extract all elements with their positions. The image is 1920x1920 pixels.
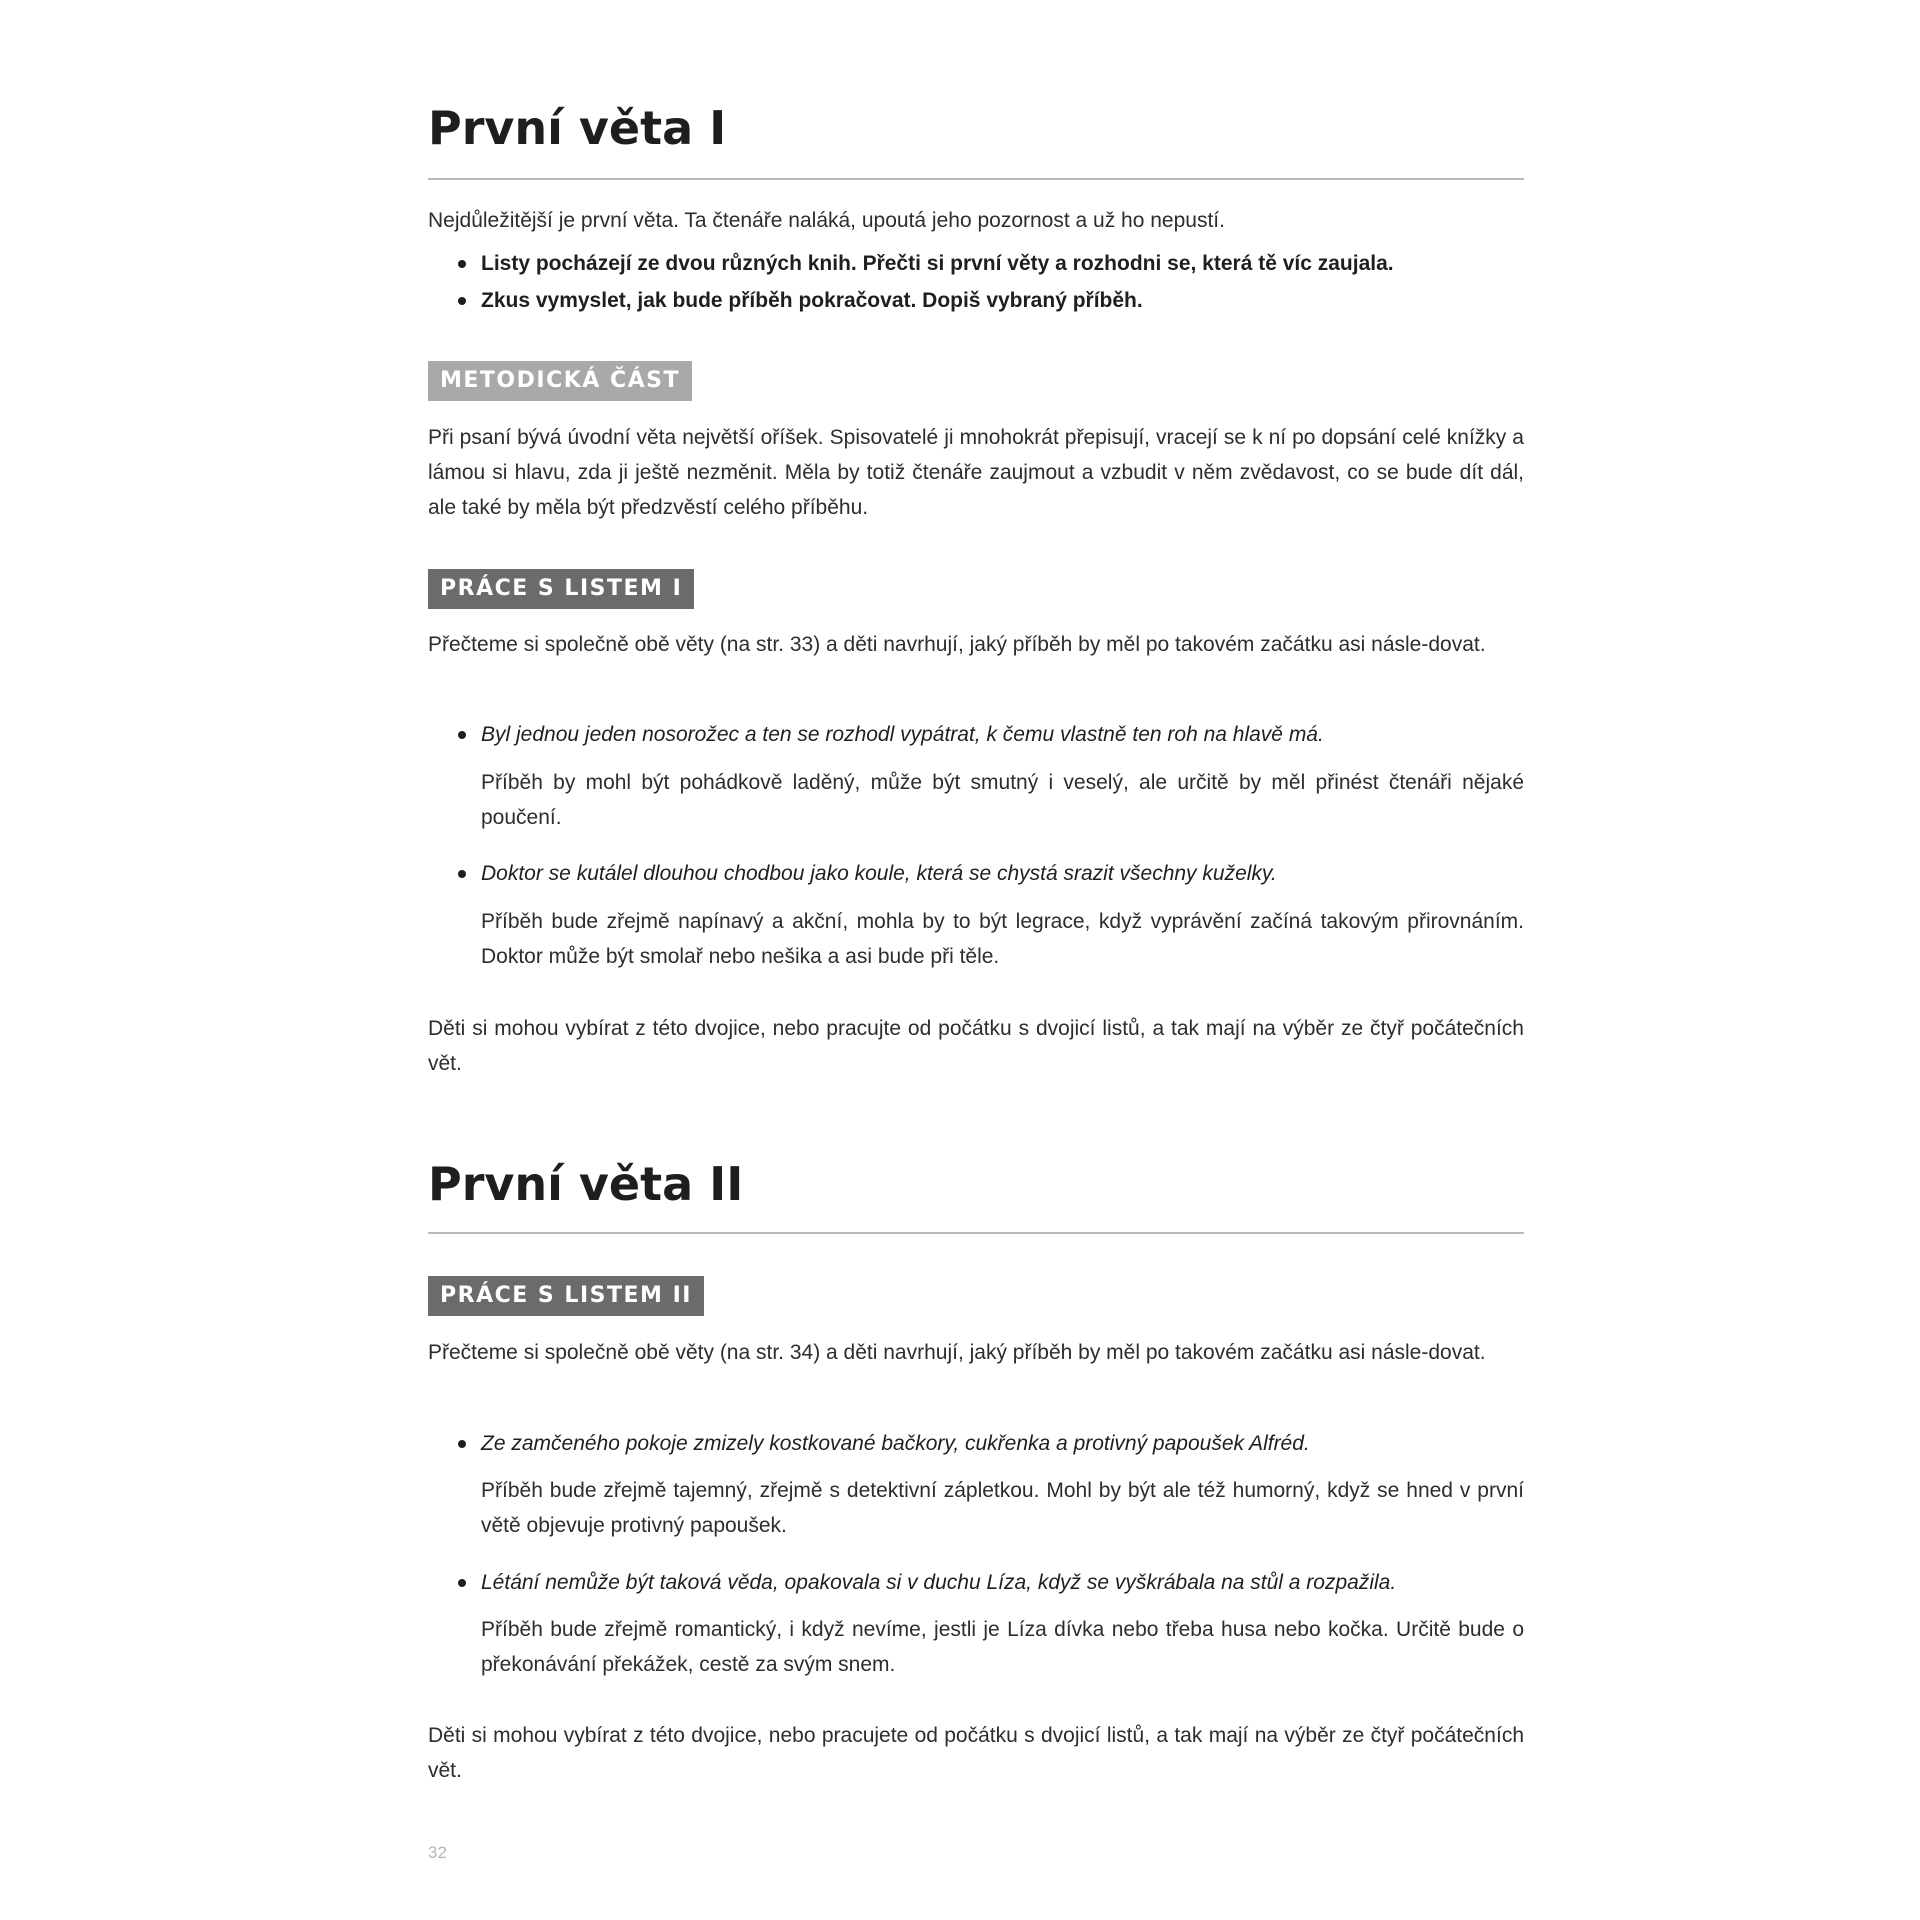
example-comment: Příběh bude zřejmě romantický, i když nevíme, jestli je Líza dívka nebo třeba husa nebo kočka. Určitě bude o překonávání překážek, cestě za svým snem. (481, 1618, 1524, 1676)
bullet-icon (458, 1579, 466, 1587)
section-2-title: První věta II (428, 1157, 744, 1211)
bullet-icon (458, 1440, 466, 1448)
example-sentence-item (428, 1564, 1524, 1601)
example-sentence-text: Doktor se kutálel dlouhou chodbou jako koule, která se chystá srazit všechny kuželky. (481, 862, 1277, 885)
section-2-title-rule (428, 1232, 1524, 1234)
task-item (428, 282, 1524, 319)
example-sentence-text: Ze zamčeného pokoje zmizely kostkované bačkory, cukřenka a protivný papoušek Alfréd. (481, 1432, 1310, 1455)
example-sentence-item (428, 716, 1524, 753)
task-text: Zkus vymyslet, jak bude příběh pokračovat. Dopiš vybraný příběh. (481, 289, 1143, 312)
task-item (428, 245, 1524, 282)
example-sentence (428, 855, 1524, 892)
bullet-icon (458, 297, 466, 305)
example-sentence-text: Byl jednou jeden nosorožec a ten se rozhodl vypátrat, k čemu vlastně ten roh na hlavě má. (481, 723, 1324, 746)
example-sentence-text: Létání nemůže být taková věda, opakovala si v duchu Líza, když se vyškrábala na stůl a rozpažila. (481, 1571, 1397, 1594)
work-sheet-2-label: PRÁCE S LISTEM II (428, 1276, 704, 1316)
example-comment: Příběh bude zřejmě napínavý a akční, mohla by to být legrace, když vyprávění začíná takovým přirovnáním. Doktor může být smolař nebo nešika a asi bude při těle. (481, 910, 1524, 968)
section-1-title: První věta I (428, 101, 727, 155)
work-sheet-1-label: PRÁCE S LISTEM I (428, 569, 694, 609)
section-1-title-rule (428, 178, 1524, 180)
example-sentence (428, 1564, 1524, 1601)
work-sheet-1-intro: Přečteme si společně obě věty (na str. 33) a děti navrhují, jaký příběh by měl po takovém začátku asi násle-dovat. (428, 633, 1486, 656)
document-page (428, 0, 1524, 1920)
example-sentence (428, 1425, 1524, 1462)
bullet-icon (458, 731, 466, 739)
bullet-icon (458, 870, 466, 878)
work-sheet-2-intro: Přečteme si společně obě věty (na str. 34) a děti navrhují, jaký příběh by měl po takovém začátku asi násle-dovat. (428, 1341, 1486, 1364)
method-section-label: METODICKÁ ČÁST (428, 361, 692, 401)
section-1-intro: Nejdůležitější je první věta. Ta čtenáře naláká, upoutá jeho pozornost a už ho nepustí. (428, 209, 1225, 232)
example-comment: Příběh by mohl být pohádkově laděný, může být smutný i veselý, ale určitě by měl přinést čtenáři nějaké poučení. (481, 771, 1524, 829)
bullet-icon (458, 260, 466, 268)
section-2-closing: Děti si mohou vybírat z této dvojice, nebo pracujete od počátku s dvojicí listů, a tak mají na výběr ze čtyř počátečních vět. (428, 1724, 1524, 1782)
method-section-text: Při psaní bývá úvodní věta největší oříšek. Spisovatelé ji mnohokrát přepisují, vracejí se k ní po dopsání celé knížky a lámou si hlavu, zda ji ještě nezměnit. Měla by totiž čtenáře zaujmout a vzbudit v něm zvědavost, co se bude dít dál, ale také by měla být předzvěstí celého příběhu. (428, 426, 1524, 519)
example-sentence-item (428, 1425, 1524, 1462)
example-sentence-item (428, 855, 1524, 892)
task-text: Listy pocházejí ze dvou různých knih. Přečti si první věty a rozhodni se, která tě víc zaujala. (481, 252, 1394, 275)
example-comment: Příběh bude zřejmě tajemný, zřejmě s detektivní zápletkou. Mohl by být ale též humorný, když se hned v první větě objevuje protivný papoušek. (481, 1479, 1524, 1537)
section-1-task-list (428, 245, 1524, 319)
example-sentence (428, 716, 1524, 753)
section-1-closing: Děti si mohou vybírat z této dvojice, nebo pracujte od počátku s dvojicí listů, a tak mají na výběr ze čtyř počátečních vět. (428, 1017, 1524, 1075)
page-number: 32 (428, 1843, 447, 1862)
